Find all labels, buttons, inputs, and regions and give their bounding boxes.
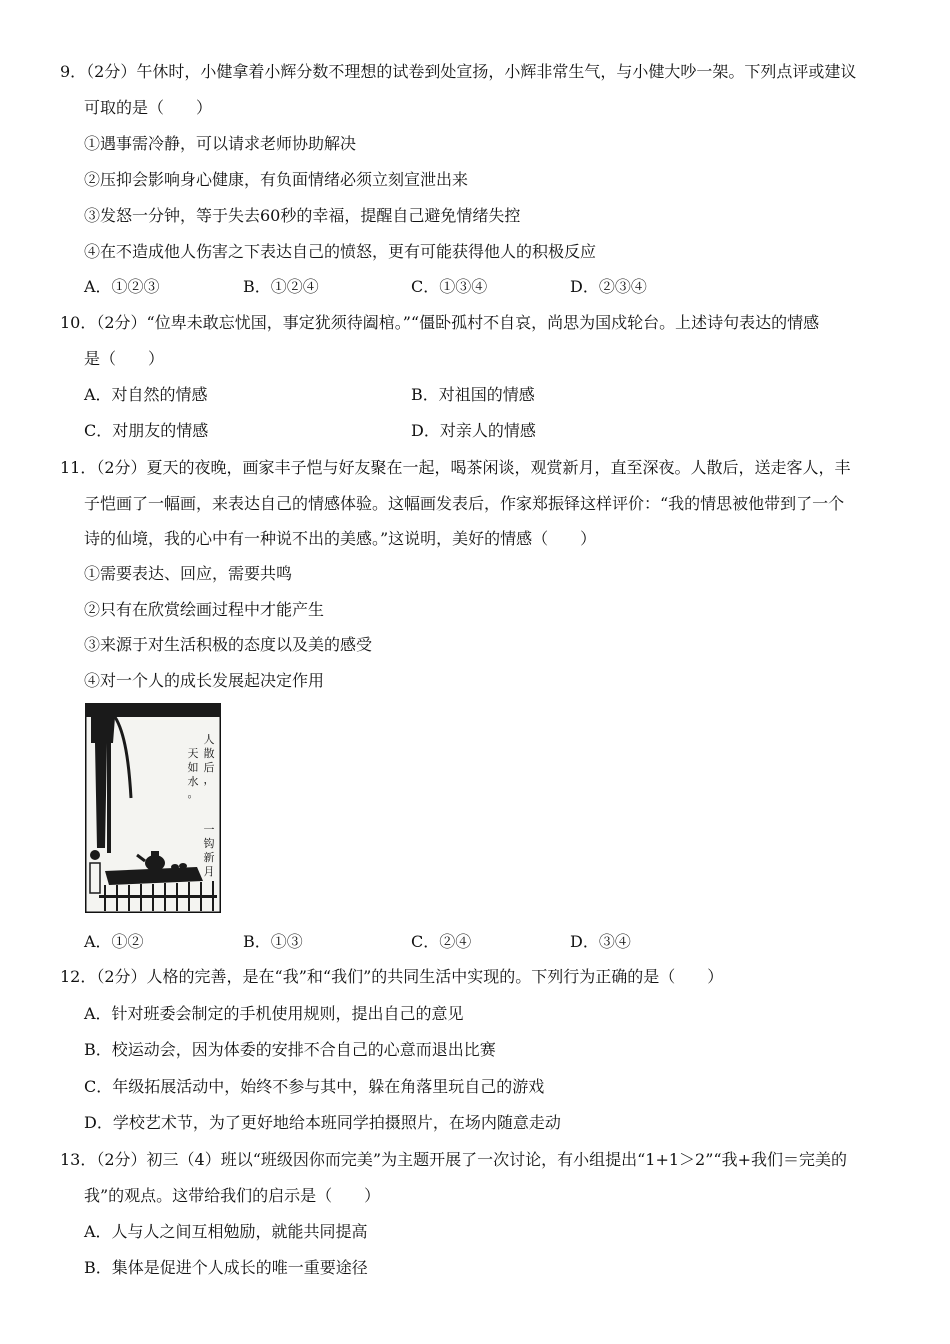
question-10-option-d[interactable]: D．对亲人的情感 bbox=[411, 421, 536, 440]
painting-char: 新 bbox=[203, 851, 215, 864]
question-11-statement-4: ④对一个人的成长发展起决定作用 bbox=[84, 671, 325, 690]
question-10-stem-cont: 是（ ） bbox=[84, 349, 165, 368]
question-12-option-a[interactable]: A．针对班委会制定的手机使用规则，提出自己的意见 bbox=[84, 1004, 464, 1023]
painting-illustration bbox=[85, 703, 221, 913]
painting-char: 如 bbox=[187, 761, 199, 774]
painting-char: ， bbox=[203, 773, 215, 786]
question-13-stem: 13．（2分）初三（4）班以“班级因你而完美”为主题开展了一次讨论，有小组提出“1+1＞2”“我+我们＝完美的 bbox=[60, 1150, 847, 1169]
question-11-stem: 11．（2分）夏天的夜晚，画家丰子恺与好友聚在一起，喝茶闲谈，观赏新月，直至深夜。人散后，送走客人，丰 bbox=[60, 458, 851, 477]
painting-char: 月 bbox=[203, 865, 215, 878]
painting-char: 人 bbox=[203, 733, 215, 746]
question-10-option-b[interactable]: B．对祖国的情感 bbox=[411, 385, 535, 404]
question-12-option-d[interactable]: D．学校艺术节，为了更好地给本班同学拍摄照片，在场内随意走动 bbox=[84, 1113, 561, 1132]
question-9-statement-3: ③发怒一分钟，等于失去60秒的幸福，提醒自己避免情绪失控 bbox=[84, 206, 521, 225]
question-11-statement-1: ①需要表达、回应，需要共鸣 bbox=[84, 564, 293, 583]
question-9-option-b[interactable]: B．①②④ bbox=[243, 277, 319, 296]
question-11-option-c[interactable]: C．②④ bbox=[411, 932, 472, 951]
question-11-option-d[interactable]: D．③④ bbox=[570, 932, 631, 951]
question-12-option-c[interactable]: C．年级拓展活动中，始终不参与其中，躲在角落里玩自己的游戏 bbox=[84, 1077, 545, 1096]
question-11-statement-2: ②只有在欣赏绘画过程中才能产生 bbox=[84, 600, 325, 619]
painting-char: 钩 bbox=[203, 837, 215, 850]
painting-char: 一 bbox=[203, 823, 215, 836]
question-9-stem: 9．（2分）午休时，小健拿着小辉分数不理想的试卷到处宣扬，小辉非常生气，与小健大吵一架。下列点评或建议 bbox=[60, 62, 857, 81]
painting-char: 散 bbox=[203, 747, 215, 760]
question-11-stem-cont-1: 子恺画了一幅画，来表达自己的情感体验。这幅画发表后，作家郑振铎这样评价：“我的情思被他带到了一个 bbox=[84, 494, 845, 513]
question-10-stem: 10．（2分）“位卑未敢忘忧国，事定犹须待阖棺。”“僵卧孤村不自哀，尚思为国戍轮台。上述诗句表达的情感 bbox=[60, 313, 820, 332]
question-11-option-b[interactable]: B．①③ bbox=[243, 932, 303, 951]
question-9-statement-2: ②压抑会影响身心健康，有负面情绪必须立刻宣泄出来 bbox=[84, 170, 469, 189]
question-9-option-c[interactable]: C．①③④ bbox=[411, 277, 488, 296]
question-10-option-c[interactable]: C．对朋友的情感 bbox=[84, 421, 209, 440]
question-9-option-a[interactable]: A．①②③ bbox=[84, 277, 160, 296]
question-11-option-a[interactable]: A．①② bbox=[84, 932, 144, 951]
question-13-stem-cont: 我”的观点。这带给我们的启示是（ ） bbox=[84, 1186, 381, 1205]
painting-char: 水 bbox=[187, 775, 199, 788]
question-11-stem-cont-2: 诗的仙境，我的心中有一种说不出的美感。”这说明，美好的情感（ ） bbox=[84, 529, 597, 548]
question-9-stem-cont: 可取的是（ ） bbox=[84, 98, 213, 117]
painting-char: 。 bbox=[187, 787, 199, 800]
question-11-statement-3: ③来源于对生活积极的态度以及美的感受 bbox=[84, 635, 373, 654]
question-12-stem: 12．（2分）人格的完善，是在“我”和“我们”的共同生活中实现的。下列行为正确的是（ ） bbox=[60, 967, 724, 986]
question-10-option-a[interactable]: A．对自然的情感 bbox=[84, 385, 208, 404]
question-13-option-b[interactable]: B．集体是促进个人成长的唯一重要途径 bbox=[84, 1258, 368, 1277]
painting-char: 后 bbox=[203, 761, 215, 774]
question-9-statement-4: ④在不造成他人伤害之下表达自己的愤怒，更有可能获得他人的积极反应 bbox=[84, 242, 597, 261]
question-12-option-b[interactable]: B．校运动会，因为体委的安排不合自己的心意而退出比赛 bbox=[84, 1040, 496, 1059]
question-9-statement-1: ①遇事需冷静，可以请求老师协助解决 bbox=[84, 134, 357, 153]
painting-char: 天 bbox=[187, 747, 199, 760]
question-13-option-a[interactable]: A．人与人之间互相勉励，就能共同提高 bbox=[84, 1222, 368, 1241]
question-9-option-d[interactable]: D．②③④ bbox=[570, 277, 647, 296]
